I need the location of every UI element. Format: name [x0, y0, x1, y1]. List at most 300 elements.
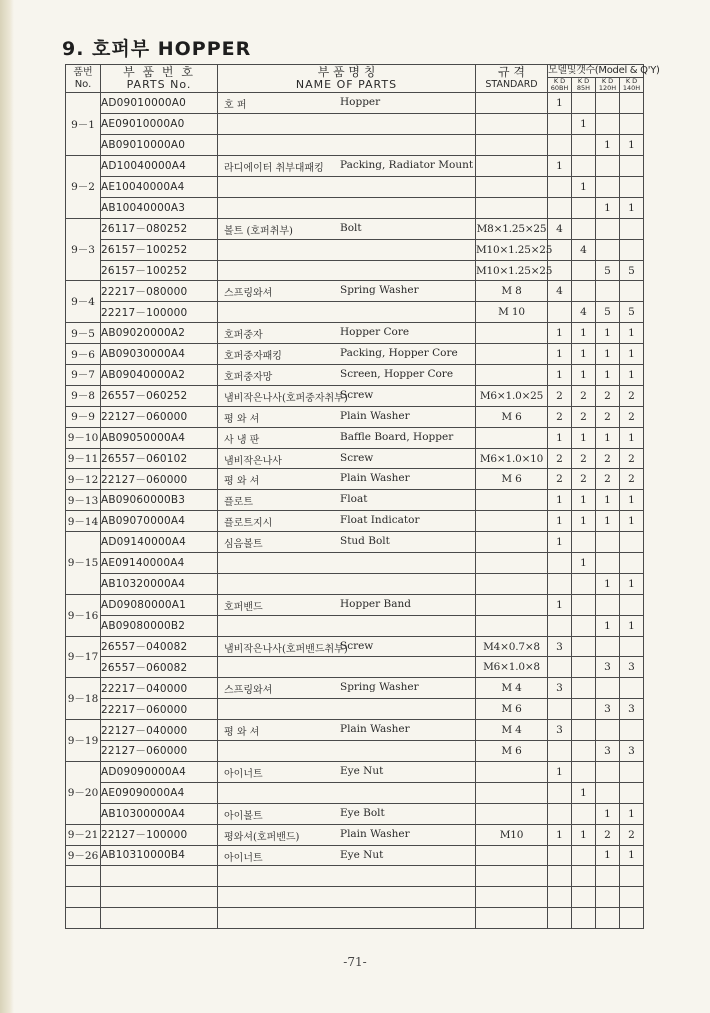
part-name-korean: 아이너트 — [224, 852, 263, 864]
col-header-parts-no-ko: 부 품 번 호 — [123, 64, 195, 79]
quantity-model-2 — [572, 699, 596, 720]
quantity-model-4 — [620, 93, 644, 114]
part-name — [218, 302, 476, 323]
quantity-model-3 — [596, 239, 620, 260]
quantity-model-2 — [572, 615, 596, 636]
part-number: AB10300000A4 — [101, 803, 218, 824]
quantity-model-3 — [596, 177, 620, 198]
quantity-model-4 — [620, 114, 644, 135]
part-name — [218, 344, 476, 365]
model-code: 85H — [576, 83, 591, 92]
empty-cell — [476, 887, 548, 908]
part-name — [218, 824, 476, 845]
quantity-model-4 — [620, 761, 644, 782]
table-row — [66, 323, 644, 344]
model-kd-label: K D — [601, 76, 614, 85]
model-kd-label: K D — [577, 76, 590, 85]
quantity-model-1 — [548, 553, 572, 574]
quantity-model-2: 1 — [572, 323, 596, 344]
quantity-model-3: 1 — [596, 365, 620, 386]
part-number: AB09080000B2 — [101, 615, 218, 636]
quantity-model-4: 1 — [620, 135, 644, 156]
table-row — [66, 782, 644, 803]
standard-spec — [476, 845, 548, 866]
col-header-no — [66, 65, 101, 93]
table-row — [66, 218, 644, 239]
part-number: 22217－080000 — [101, 281, 218, 302]
part-name — [218, 490, 476, 511]
quantity-model-1: 3 — [548, 636, 572, 657]
col-header-name — [218, 65, 476, 93]
part-name-korean: 호 퍼 — [224, 100, 247, 112]
quantity-model-3: 2 — [596, 406, 620, 427]
empty-cell — [548, 908, 572, 929]
standard-spec — [476, 553, 548, 574]
quantity-model-4: 2 — [620, 824, 644, 845]
table-row — [66, 636, 644, 657]
quantity-model-1: 1 — [548, 344, 572, 365]
quantity-model-4: 2 — [620, 469, 644, 490]
item-number: 9－6 — [66, 344, 101, 365]
quantity-model-2: 1 — [572, 490, 596, 511]
col-header-name-ko: 부 품 명 칭 — [317, 64, 376, 79]
quantity-model-1 — [548, 573, 572, 594]
part-number: 26557－040082 — [101, 636, 218, 657]
col-header-model-qty: 모델및갯수(Model & Q'Y) — [548, 65, 660, 76]
table-row — [66, 281, 644, 302]
part-name-english: Eye Bolt — [340, 806, 385, 819]
item-number: 9－10 — [66, 427, 101, 448]
part-number: 22127－060000 — [101, 469, 218, 490]
table-row — [66, 803, 644, 824]
quantity-model-2 — [572, 657, 596, 678]
quantity-model-1 — [548, 177, 572, 198]
col-header-model-1 — [548, 77, 572, 93]
empty-cell — [101, 866, 218, 887]
part-name — [218, 93, 476, 114]
quantity-model-1: 1 — [548, 824, 572, 845]
part-name — [218, 239, 476, 260]
quantity-model-4: 2 — [620, 385, 644, 406]
standard-spec: M 8 — [476, 281, 548, 302]
part-number: AB09040000A2 — [101, 365, 218, 386]
part-number: AB10320000A4 — [101, 573, 218, 594]
quantity-model-1: 1 — [548, 594, 572, 615]
part-number: 22127－040000 — [101, 720, 218, 741]
standard-spec — [476, 427, 548, 448]
quantity-model-1 — [548, 699, 572, 720]
empty-cell — [620, 887, 644, 908]
standard-spec — [476, 93, 548, 114]
quantity-model-2: 2 — [572, 448, 596, 469]
standard-spec — [476, 365, 548, 386]
quantity-model-1 — [548, 741, 572, 762]
quantity-model-2 — [572, 678, 596, 699]
item-number: 9－13 — [66, 490, 101, 511]
part-number: AB10310000B4 — [101, 845, 218, 866]
quantity-model-4: 2 — [620, 406, 644, 427]
quantity-model-2 — [572, 761, 596, 782]
quantity-model-1: 1 — [548, 427, 572, 448]
table-row — [66, 448, 644, 469]
standard-spec: M4×0.7×8 — [476, 636, 548, 657]
quantity-model-3: 5 — [596, 260, 620, 281]
part-name — [218, 657, 476, 678]
quantity-model-4 — [620, 281, 644, 302]
table-row — [66, 365, 644, 386]
quantity-model-4 — [620, 218, 644, 239]
table-row — [66, 594, 644, 615]
part-name — [218, 385, 476, 406]
part-name-korean: 사 냉 판 — [224, 434, 260, 446]
table-row — [66, 761, 644, 782]
part-name-korean: 아이너트 — [224, 768, 263, 780]
quantity-model-3: 1 — [596, 344, 620, 365]
quantity-model-2 — [572, 135, 596, 156]
quantity-model-3: 1 — [596, 323, 620, 344]
quantity-model-2: 2 — [572, 469, 596, 490]
quantity-model-4 — [620, 532, 644, 553]
col-header-standard — [476, 65, 548, 93]
table-row — [66, 720, 644, 741]
quantity-model-4 — [620, 239, 644, 260]
part-number: AB09070000A4 — [101, 511, 218, 532]
part-name-english: Spring Washer — [340, 284, 419, 297]
item-number: 9－9 — [66, 406, 101, 427]
part-name — [218, 156, 476, 177]
quantity-model-4 — [620, 553, 644, 574]
part-name — [218, 427, 476, 448]
part-name-korean: 심음볼트 — [224, 539, 263, 551]
quantity-model-4: 1 — [620, 845, 644, 866]
part-name-english: Plain Washer — [340, 723, 410, 736]
standard-spec — [476, 197, 548, 218]
part-name-korean: 볼트 (호퍼취부) — [224, 225, 293, 237]
quantity-model-1: 1 — [548, 511, 572, 532]
quantity-model-1: 2 — [548, 469, 572, 490]
col-header-standard-en: STANDARD — [485, 79, 538, 91]
quantity-model-2 — [572, 803, 596, 824]
quantity-model-4: 1 — [620, 365, 644, 386]
standard-spec — [476, 177, 548, 198]
item-number: 9－17 — [66, 636, 101, 678]
table-row — [66, 427, 644, 448]
item-number: 9－12 — [66, 469, 101, 490]
quantity-model-1 — [548, 782, 572, 803]
quantity-model-3 — [596, 93, 620, 114]
table-row — [66, 302, 644, 323]
part-number: 22217－100000 — [101, 302, 218, 323]
quantity-model-1 — [548, 657, 572, 678]
item-number: 9－7 — [66, 365, 101, 386]
quantity-model-4: 1 — [620, 197, 644, 218]
empty-cell — [218, 866, 476, 887]
table-row — [66, 741, 644, 762]
part-number: AD09080000A1 — [101, 594, 218, 615]
standard-spec — [476, 761, 548, 782]
part-name-english: Plain Washer — [340, 827, 410, 840]
item-number: 9－15 — [66, 532, 101, 595]
part-number: AD09090000A4 — [101, 761, 218, 782]
part-name — [218, 741, 476, 762]
quantity-model-1 — [548, 135, 572, 156]
model-kd-label: K D — [553, 76, 566, 85]
part-number: 26157－100252 — [101, 260, 218, 281]
quantity-model-1: 4 — [548, 218, 572, 239]
part-name-english: Screen, Hopper Core — [340, 368, 454, 381]
standard-spec — [476, 511, 548, 532]
quantity-model-3 — [596, 281, 620, 302]
quantity-model-3: 1 — [596, 427, 620, 448]
standard-spec — [476, 615, 548, 636]
part-number: AB09050000A4 — [101, 427, 218, 448]
standard-spec: M 6 — [476, 406, 548, 427]
part-name-english: Screw — [340, 388, 374, 401]
table-row — [66, 678, 644, 699]
quantity-model-4 — [620, 594, 644, 615]
item-number: 9－8 — [66, 385, 101, 406]
part-name-korean: 평 와 셔 — [224, 727, 260, 739]
part-number: 22217－060000 — [101, 699, 218, 720]
part-name-english: Screw — [340, 639, 374, 652]
parts-table-body — [66, 93, 644, 929]
quantity-model-3: 5 — [596, 302, 620, 323]
item-number: 9－2 — [66, 156, 101, 219]
quantity-model-4: 1 — [620, 490, 644, 511]
table-row — [66, 135, 644, 156]
table-row — [66, 239, 644, 260]
part-name-english: Float Indicator — [340, 514, 420, 527]
standard-spec: M 6 — [476, 741, 548, 762]
quantity-model-3: 1 — [596, 573, 620, 594]
col-header-parts-no — [101, 65, 218, 93]
part-name-english: Hopper Core — [340, 326, 410, 339]
part-number: AE09140000A4 — [101, 553, 218, 574]
table-row — [66, 114, 644, 135]
table-row — [66, 532, 644, 553]
quantity-model-3: 3 — [596, 699, 620, 720]
empty-cell — [548, 887, 572, 908]
part-name-korean: 플로트 — [224, 497, 253, 509]
quantity-model-2: 2 — [572, 406, 596, 427]
quantity-model-2 — [572, 260, 596, 281]
part-number: 26557－060102 — [101, 448, 218, 469]
quantity-model-3 — [596, 636, 620, 657]
standard-spec: M10×1.25×25 — [476, 239, 548, 260]
part-name-english: Plain Washer — [340, 409, 410, 422]
standard-spec — [476, 490, 548, 511]
quantity-model-4: 3 — [620, 657, 644, 678]
quantity-model-3 — [596, 156, 620, 177]
quantity-model-3: 1 — [596, 490, 620, 511]
quantity-model-3: 2 — [596, 385, 620, 406]
quantity-model-3 — [596, 678, 620, 699]
col-header-parts-no-en: PARTS No. — [126, 78, 192, 92]
part-name-korean: 호퍼중자 — [224, 330, 263, 342]
quantity-model-1: 4 — [548, 281, 572, 302]
quantity-model-3: 3 — [596, 657, 620, 678]
quantity-model-2 — [572, 741, 596, 762]
quantity-model-1 — [548, 197, 572, 218]
part-name-korean: 냄비작은나사(호퍼밴드취부) — [224, 643, 348, 655]
empty-cell — [572, 908, 596, 929]
quantity-model-3 — [596, 532, 620, 553]
part-name — [218, 469, 476, 490]
item-number: 9－1 — [66, 93, 101, 156]
empty-cell — [218, 887, 476, 908]
standard-spec: M 4 — [476, 720, 548, 741]
col-header-name-en: NAME OF PARTS — [295, 78, 398, 92]
standard-spec — [476, 323, 548, 344]
quantity-model-1: 1 — [548, 761, 572, 782]
quantity-model-1: 3 — [548, 678, 572, 699]
part-name-english: Plain Washer — [340, 472, 410, 485]
part-number: 26157－100252 — [101, 239, 218, 260]
part-name — [218, 553, 476, 574]
quantity-model-2: 1 — [572, 553, 596, 574]
part-name-korean: 플로트지시 — [224, 518, 273, 530]
part-name — [218, 511, 476, 532]
part-name — [218, 177, 476, 198]
standard-spec — [476, 594, 548, 615]
part-name-english: Packing, Hopper Core — [340, 347, 458, 360]
item-number: 9－21 — [66, 824, 101, 845]
quantity-model-2: 1 — [572, 782, 596, 803]
table-row — [66, 344, 644, 365]
part-name — [218, 260, 476, 281]
table-row — [66, 260, 644, 281]
item-number: 9－20 — [66, 761, 101, 824]
quantity-model-3: 3 — [596, 741, 620, 762]
empty-row — [66, 887, 644, 908]
quantity-model-1: 2 — [548, 448, 572, 469]
quantity-model-2 — [572, 281, 596, 302]
standard-spec: M 10 — [476, 302, 548, 323]
quantity-model-1 — [548, 845, 572, 866]
quantity-model-1 — [548, 615, 572, 636]
empty-cell — [476, 908, 548, 929]
quantity-model-3: 1 — [596, 135, 620, 156]
item-number: 9－14 — [66, 511, 101, 532]
part-name — [218, 323, 476, 344]
part-number: AD10040000A4 — [101, 156, 218, 177]
part-number: AD09010000A0 — [101, 93, 218, 114]
part-number: 22127－060000 — [101, 406, 218, 427]
quantity-model-1: 1 — [548, 156, 572, 177]
quantity-model-1: 2 — [548, 406, 572, 427]
table-row — [66, 573, 644, 594]
standard-spec: M8×1.25×25 — [476, 218, 548, 239]
item-number: 9－4 — [66, 281, 101, 323]
standard-spec — [476, 573, 548, 594]
part-name — [218, 761, 476, 782]
part-name-english: Packing, Radiator Mount — [340, 159, 474, 172]
quantity-model-3: 1 — [596, 845, 620, 866]
part-number: 22127－100000 — [101, 824, 218, 845]
col-header-standard-ko: 규 격 — [498, 65, 525, 80]
quantity-model-2: 1 — [572, 114, 596, 135]
empty-row — [66, 908, 644, 929]
quantity-model-3 — [596, 594, 620, 615]
table-header — [66, 64, 660, 93]
quantity-model-4: 5 — [620, 302, 644, 323]
part-name — [218, 114, 476, 135]
part-name — [218, 720, 476, 741]
quantity-model-1: 1 — [548, 365, 572, 386]
standard-spec — [476, 344, 548, 365]
empty-cell — [66, 887, 101, 908]
quantity-model-3: 1 — [596, 197, 620, 218]
page-title: 9. 호퍼부 HOPPER — [62, 38, 252, 60]
part-name — [218, 281, 476, 302]
table-row — [66, 469, 644, 490]
table-row — [66, 490, 644, 511]
part-number: AE10040000A4 — [101, 177, 218, 198]
part-number: 26557－060252 — [101, 385, 218, 406]
quantity-model-1: 1 — [548, 532, 572, 553]
quantity-model-3: 1 — [596, 803, 620, 824]
table-row — [66, 699, 644, 720]
quantity-model-3: 1 — [596, 511, 620, 532]
part-name-korean: 스프링와셔 — [224, 288, 273, 300]
standard-spec — [476, 135, 548, 156]
part-name-korean: 호퍼밴드 — [224, 601, 263, 613]
quantity-model-4: 5 — [620, 260, 644, 281]
standard-spec — [476, 114, 548, 135]
col-header-no-ko: 품번 — [73, 67, 93, 79]
col-header-model-2 — [572, 77, 596, 93]
quantity-model-3: 2 — [596, 469, 620, 490]
quantity-model-1: 1 — [548, 323, 572, 344]
quantity-model-2: 1 — [572, 177, 596, 198]
quantity-model-4 — [620, 720, 644, 741]
table-row — [66, 511, 644, 532]
item-number: 9－3 — [66, 218, 101, 281]
quantity-model-1: 1 — [548, 93, 572, 114]
quantity-model-4 — [620, 678, 644, 699]
part-name-english: Bolt — [340, 221, 362, 234]
quantity-model-1: 3 — [548, 720, 572, 741]
part-number: AB09060000B3 — [101, 490, 218, 511]
part-name-korean: 평와셔(호퍼밴드) — [224, 831, 300, 843]
model-code: 60BH — [550, 83, 569, 92]
quantity-model-3 — [596, 761, 620, 782]
table-row — [66, 845, 644, 866]
quantity-model-2 — [572, 93, 596, 114]
part-name-korean: 호퍼중자망 — [224, 372, 273, 384]
quantity-model-4: 1 — [620, 615, 644, 636]
part-name — [218, 803, 476, 824]
table-row — [66, 615, 644, 636]
part-name — [218, 615, 476, 636]
item-number: 9－11 — [66, 448, 101, 469]
quantity-model-4: 1 — [620, 511, 644, 532]
quantity-model-1 — [548, 302, 572, 323]
quantity-model-3: 2 — [596, 448, 620, 469]
part-number: AB10040000A3 — [101, 197, 218, 218]
empty-cell — [596, 866, 620, 887]
part-name — [218, 782, 476, 803]
model-code: 140H — [622, 83, 641, 92]
quantity-model-4: 2 — [620, 448, 644, 469]
quantity-model-4: 1 — [620, 427, 644, 448]
part-name-english: Spring Washer — [340, 681, 419, 694]
part-name-korean: 아이볼트 — [224, 810, 263, 822]
empty-cell — [572, 866, 596, 887]
quantity-model-2 — [572, 845, 596, 866]
table-row — [66, 197, 644, 218]
quantity-model-2: 1 — [572, 824, 596, 845]
